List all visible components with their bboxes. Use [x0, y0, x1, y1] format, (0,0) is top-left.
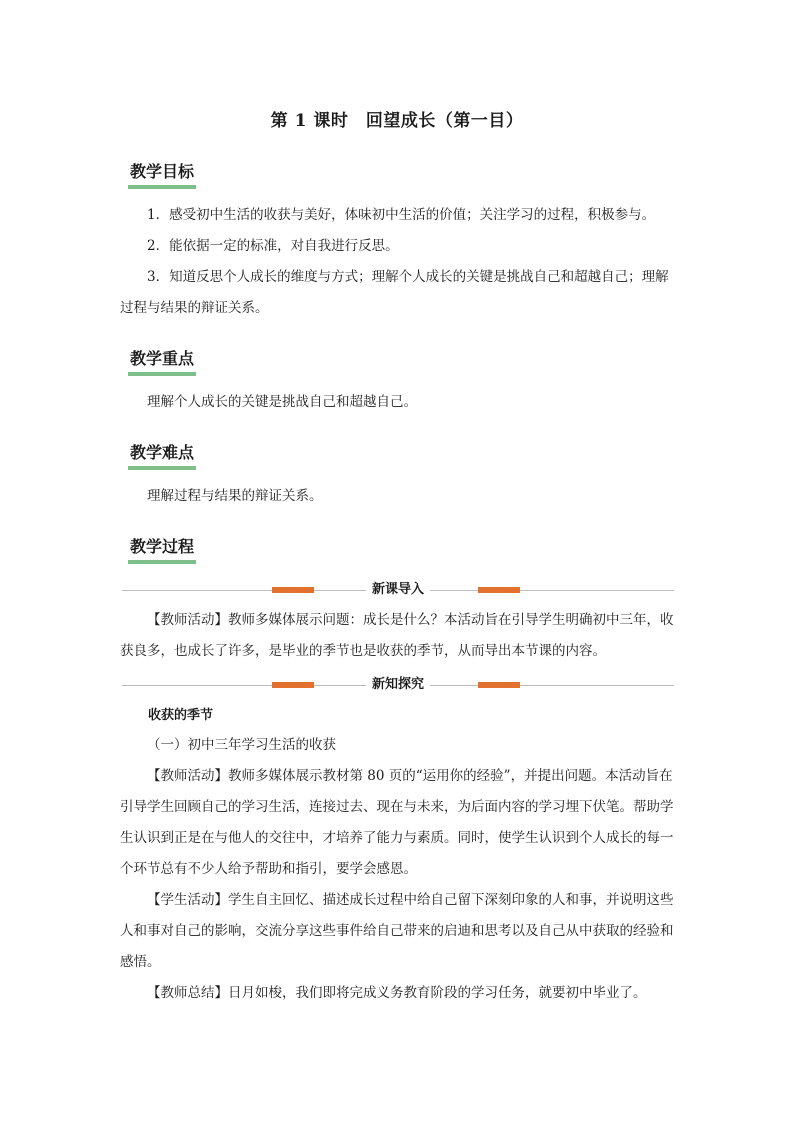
explore-student-activity: 【学生活动】学生自主回忆、描述成长过程中给自己留下深刻印象的人和事，并说明这些人和事对自己的影响，交流分享这些事件给自己带来的启迪和思考以及自己从中获取的经验和感悟。 [120, 892, 674, 970]
difficulty-text: 理解过程与结果的辩证关系。 [147, 488, 323, 504]
section-heading-key-point: 教学重点 [128, 349, 196, 376]
divider-label-intro: 新课导入 [366, 582, 430, 597]
divider-explore [122, 675, 674, 695]
explore-teacher-summary: 【教师总结】日月如梭，我们即将完成义务教育阶段的学习任务，就要初中毕业了。 [147, 985, 647, 1001]
section-heading-difficulty: 教学难点 [128, 443, 196, 470]
explore-subheading: 收获的季节 [148, 708, 214, 723]
section-heading-goals: 教学目标 [128, 162, 196, 189]
intro-teacher-activity: 【教师活动】教师多媒体展示问题：成长是什么？本活动旨在引导学生明确初中三年，收获良多，也成长了许多，是毕业的季节也是收获的季节，从而导出本节课的内容。 [120, 612, 674, 659]
section-heading-process: 教学过程 [128, 537, 196, 564]
goal-item-3: 3．知道反思个人成长的维度与方式；理解个人成长的关键是挑战自己和超越自己；理解过程与结果的辩证关系。 [120, 269, 669, 316]
goal-item-1: 1．感受初中生活的收获与美好，体味初中生活的价值；关注学习的过程，积极参与。 [147, 207, 656, 223]
explore-subtitle: （一）初中三年学习生活的收获 [147, 737, 336, 753]
divider-intro [122, 580, 674, 600]
lesson-title: 第 1 课时 回望成长（第一目） [270, 111, 524, 131]
divider-label-explore: 新知探究 [366, 677, 430, 692]
key-point-text: 理解个人成长的关键是挑战自己和超越自己。 [147, 394, 417, 410]
explore-teacher-activity: 【教师活动】教师多媒体展示教材第 80 页的“运用你的经验”，并提出问题。本活动旨在引导学生回顾自己的学习生活，连接过去、现在与未来，为后面内容的学习埋下伏笔。帮助学生认识到正是在与他人的交往中，才培养了能力与素质。同时，使学生认识到个人成长的每一个环节总有不少人给予帮助和指引，要学会感恩。 [120, 768, 674, 877]
goal-item-2: 2．能依据一定的标准，对自我进行反思。 [147, 238, 399, 254]
